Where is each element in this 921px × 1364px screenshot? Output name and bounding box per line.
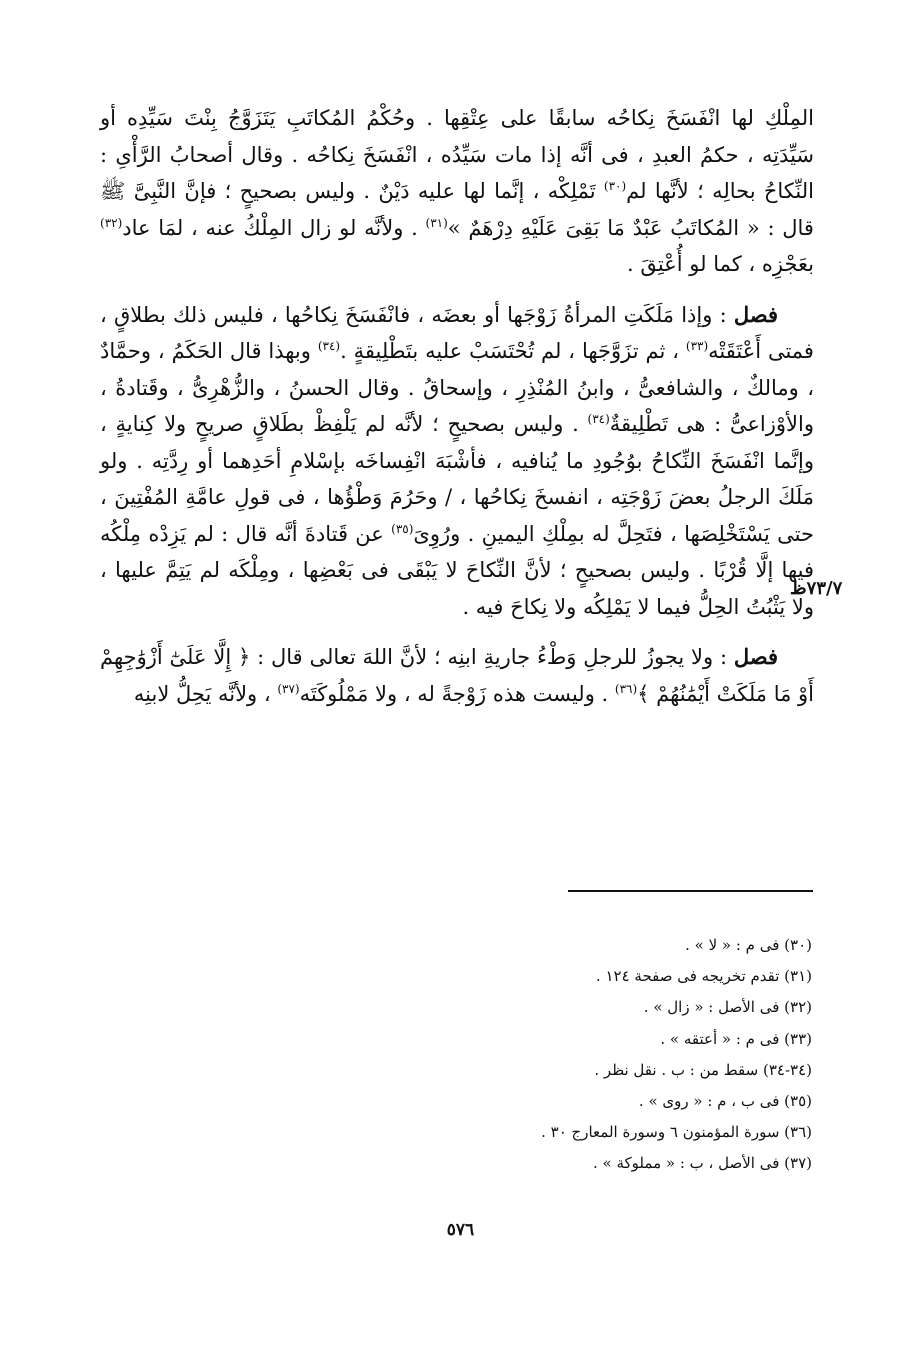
text-run: تَمْلِكْه ، إنَّما لها عليه دَيْنٌ . وليس بصحيحٍ ؛ فإنَّ النَّبِىَّ ﷺ قال : « المُكاتَبُ عَبْدٌ مَا بَقِىَ عَلَيْهِ دِرْهَمٌ »	[100, 179, 814, 240]
text-run: بعَجْزِه ، كما لو أُعْتِقَ .	[627, 252, 814, 276]
footnote-ref: (٣١)	[425, 215, 448, 230]
footnote: (٣٤-٣٤) سقط من : ب . نقل نظر .	[594, 1060, 812, 1079]
margin-folio-note: ٧٣/٧ظ	[790, 578, 843, 599]
footnote-ref: (٣٤)	[587, 412, 610, 426]
footnote-ref: (٣٠)	[603, 179, 627, 193]
page-number: ٥٧٦	[446, 1220, 475, 1240]
text-run: ، ثم تزَوَّجَها ، لم تُحْتَسَبْ عليه بتَطْلِيقةٍ .	[340, 339, 679, 363]
footnote: (٣٥) فى ب ، م : « روى » .	[638, 1092, 812, 1111]
text-run: . ولأنَّه لو زال المِلْكُ عنه ، لمَا عاد	[122, 215, 418, 240]
footnote-ref: (٣٥)	[391, 521, 414, 536]
text-run: وبهذا قال الحَكَمُ ، وحمَّادٌ ، ومالكٌ ، والشافعىُّ ، وابنُ المُنْذِرِ ، وإسحاقُ . وقال الحسنُ ، والزُّهْرِىُّ ، وقَتادةُ ، والأوْزاعىُّ : هى تَطْلِيقةٌ	[100, 339, 814, 436]
text-run: : وإذا مَلَكَتِ المرأةُ زَوْجَها أو بعضَه ، فانْفَسَخَ نِكاحُها ، فليس ذلك بطلاقٍ ، فمتى أَعْتَقَتْه	[100, 302, 814, 363]
footnote-ref: (٣٢)	[100, 215, 123, 230]
footnote-divider	[568, 890, 813, 892]
footnote: (٣٧) فى الأصل ، ب : « مملوكة » .	[593, 1154, 812, 1173]
footnote-ref: (٣٧)	[277, 681, 300, 696]
footnote-ref: (٣٣)	[685, 339, 709, 353]
section-heading: فصل	[733, 644, 778, 669]
footnote-ref: (٣٦)	[614, 681, 638, 696]
footnote: (٣٠) فى م : « لا » .	[685, 936, 812, 954]
footnote: (٣٣) فى م : « أعتقه » .	[660, 1029, 812, 1048]
text-run: : ولا يجوزُ للرجلِ وَطْءُ جاريةِ ابنِه ؛ لأنَّ اللهَ تعالى قال : ﴿ إِلَّا عَلَىٰٓ أَزْوَٰجِهِمْ أَوْ مَا مَلَكَتْ أَيْمَٰنُهُمْ ﴾	[100, 645, 814, 706]
paragraph-3	[100, 639, 814, 712]
main-text	[100, 100, 814, 726]
paragraph-2	[100, 297, 814, 626]
text-run: عن قَتادةَ أنَّه قال : لم يَزِدْه مِلْكُه فيها إلَّا قُرْبًا . وليس بصحيحٍ ؛ لأنَّ النِّكاحَ لا يَبْقَى فى بَعْضِها ، ومِلْكَه لم يَتِمَّ عليها ، ولا يَثْبُتُ الحِلُّ فيما لا يَمْلِكُه ولا نِكاحَ فيه .	[100, 521, 814, 619]
footnote: (٣٢) فى الأصل : « زال » .	[643, 998, 812, 1017]
section-heading: فصل	[733, 301, 778, 327]
text-run: . وليس بصحيحٍ ؛ لأنَّه لم يَلْفِظْ بطَلاقٍ صريحٍ ولا كِنايةٍ ، وإنَّما انْفَسَخَ النِّكاحُ بوُجُودِ ما يُنافيه ، فأشْبَهَ انْفِساخَه بإسْلامِ أحَدِهما أو رِدَّتِه . ولو مَلَكَ الرجلُ بعضَ زَوْجَتِه ، انفسخَ نِكاحُها ، / وحَرُمَ وَطْؤُها ، فى قولِ عامَّةِ المُفْتِينَ ، حتى يَسْتَخْلِصَها ، فتَحِلَّ له بمِلْكِ اليمينِ . ورُوِىَ	[100, 412, 814, 546]
text-run: المِلْكِ لها انْفَسَخَ نِكاحُه سابقًا على عِتْقِها . وحُكْمُ المُكاتَبِ يَتَزَوَّجُ بِنْتَ سَيِّدِه أو سَيِّدَتِه ، حكمُ العبدِ ، فى أنَّه إذا مات سَيِّدُه ، انْفَسَخَ نِكاحُه . وقال أصحابُ الرَّأْىِ : النِّكاحُ بحالِه ؛ لأنَّها لم	[100, 106, 815, 203]
footnotes	[300, 930, 812, 1180]
text-run: ، ولأنَّه يَحِلُّ لابنِه	[133, 681, 271, 706]
paragraph-1	[100, 100, 814, 283]
text-run: . وليست هذه زَوْجةً له ، ولا مَمْلُوكَتَه	[299, 681, 609, 706]
footnote: (٣٦) سورة المؤمنون ٦ وسورة المعارج ٣٠ .	[541, 1123, 812, 1142]
footnote: (٣١) تقدم تخريجه فى صفحة ١٢٤ .	[595, 967, 812, 986]
footnote-ref: (٣٤)	[317, 339, 341, 353]
